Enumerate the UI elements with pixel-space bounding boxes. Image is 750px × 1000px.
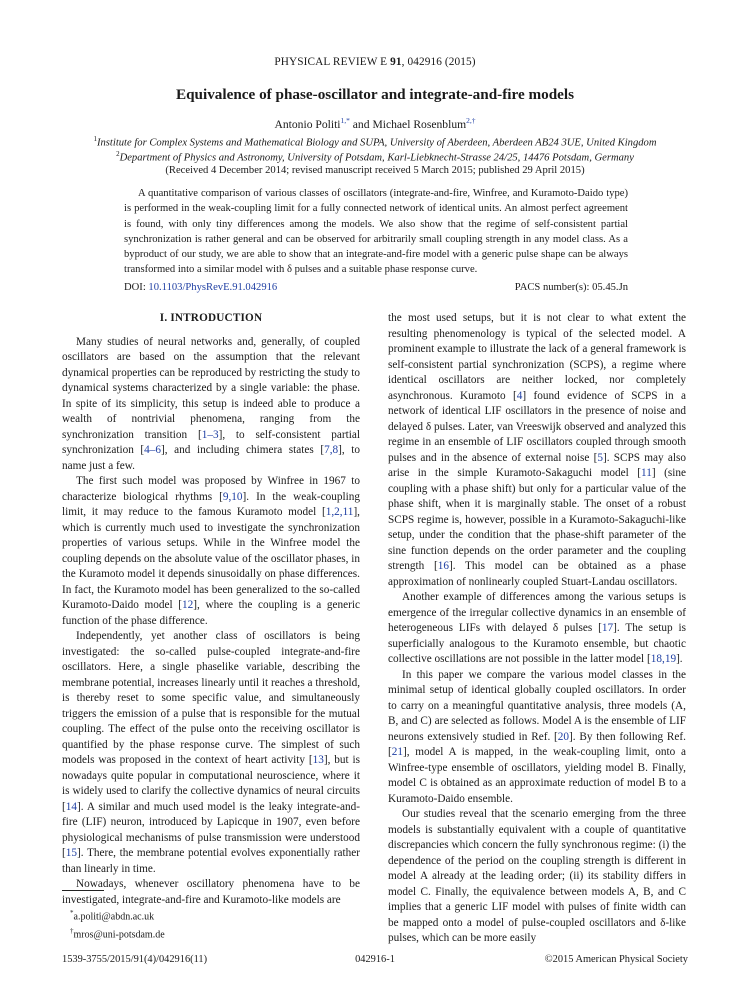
citation-link[interactable]: 18,19 xyxy=(650,653,677,665)
paragraph-text: ]. The setup is superficially analogous to the Kuramoto ensemble, but chaotic collective oscillations are not possible in the latter model [ xyxy=(388,622,686,665)
paragraph xyxy=(388,311,686,590)
paragraph-text: ]. By then following Ref. [ xyxy=(388,730,686,758)
citation-link[interactable]: 1–3 xyxy=(201,428,219,441)
paragraph-text: ]. In the weak-coupling limit, it may reduce to the famous Kuramoto model [ xyxy=(62,490,360,518)
paragraph-text: ], but is nowadays quite popular in computational neuroscience, where it is widely used to clarify the collective dynamics of neural circuits [ xyxy=(62,754,360,813)
paragraph-text: ]. There, the membrane potential evolves exponentially rather than linearly in time. xyxy=(62,847,360,875)
citation-link[interactable]: 21 xyxy=(391,746,403,758)
author-affiliation-mark[interactable]: 1,* xyxy=(340,116,350,125)
citation-link[interactable]: 17 xyxy=(601,622,614,634)
paragraph-text: ]. xyxy=(676,653,683,665)
citation-link[interactable]: 12 xyxy=(182,599,194,611)
citation-link[interactable]: 4 xyxy=(516,389,523,402)
affiliation-number: 2 xyxy=(116,150,120,158)
paragraph-text: In this paper we compare the various model classes in the minimal setup of identical globally coupled oscillators. In order to carry on a meaningful quantitative analysis, three models (A, B, and C) are selected as follows. Model A is the ensemble of LIF neurons extensively studied in Ref. [ xyxy=(388,668,686,743)
citation-link[interactable]: 7,8 xyxy=(324,444,339,456)
page-footer xyxy=(62,954,688,965)
page-number: 042916-1 xyxy=(355,954,395,965)
footer-issn: 1539-3755/2015/91(4)/042916(11) xyxy=(62,954,208,965)
paragraph-text: Another example of differences among the various setups is emergence of the irregular collective dynamics in an ensemble of heterogeneous LIFs with delayed δ pulses [ xyxy=(388,591,686,634)
author-list xyxy=(0,116,750,131)
citation-link[interactable]: 5 xyxy=(597,451,603,464)
paragraph: Our studies reveal that the scenario emerging from the three models is substantially equivalent with a couple of quantitative discrepancies which concern the fully synchronous regime: (i) the dependence of the period on the coupling strength is different in model A already at the leading order; (ii) its stability differs in model C. Finally, the equivalence between models A, B, and C implies that a generic LIF model with pulses of finite width can be mapped onto a model of pulse-coupled oscillators and δ-like pulses, which can be more easily xyxy=(388,808,686,944)
citation-link[interactable]: 1,2,11 xyxy=(325,506,354,518)
footnote-mark: † xyxy=(70,927,74,936)
paragraph-text: ], where the coupling is a generic function of the phase difference. xyxy=(62,599,360,627)
affiliation xyxy=(0,135,750,149)
author-separator: and xyxy=(349,117,373,131)
journal-header xyxy=(0,56,750,68)
paragraph xyxy=(62,335,360,475)
paragraph-text: ] (sine coupling with a phase shift) but only for a particular value of the phase shift, when it is marginally stable. The onset of a robust SCPS regime is, however, possible in a Kuramoto-Sakaguchi-like setup, under the condition that the phase-shift parameter of the sine function depends on the order parameter and the coupling strength [ xyxy=(388,467,686,572)
right-column xyxy=(388,311,686,947)
affiliation-number: 1 xyxy=(93,135,97,143)
paragraph xyxy=(388,590,686,668)
doi-label: DOI: xyxy=(124,282,149,293)
paragraph-text: ]. A similar and much used model is the leaky integrate-and-fire (LIF) neuron, introduced by Lapicque in 1907, even before physiological mechanisms of pulse transmission were understood [ xyxy=(62,800,360,859)
journal-issue: , 042916 (2015) xyxy=(401,56,476,68)
author-name: Antonio Politi xyxy=(274,117,341,131)
citation-link[interactable]: 4–6 xyxy=(144,444,162,456)
section-heading: I. INTRODUCTION xyxy=(159,312,263,324)
citation-link[interactable]: 15 xyxy=(65,847,77,859)
paragraph-text: ], to name just a few. xyxy=(62,444,361,472)
pacs-number: PACS number(s): 05.45.Jn xyxy=(514,282,628,293)
paragraph: Nowadays, whenever oscillatory phenomena have to be investigated, integrate-and-fire and Kuramoto-like models are xyxy=(62,878,360,906)
paragraph-text: ], which is currently much used to investigate the synchronization properties of various setups. While in the Winfree model the coupling depends on the absolute value of the oscillator phases, in the Kuramoto model it depends sinusoidally on phase differences. In fact, the Kuramoto model has been generalized to the so-called Kuramoto-Daido model [ xyxy=(62,506,360,611)
copyright: ©2015 American Physical Society xyxy=(544,954,688,965)
citation-link[interactable]: 9,10 xyxy=(222,490,243,503)
paragraph-text: ], model A is mapped, in the weak-coupling limit, onto a Winfree-type ensemble of oscillators, yielding model B. Finally, model C is obtained as an approximate reduction of model B to a Kuramoto-Daido ensemble. xyxy=(388,746,686,805)
citation-link[interactable]: 16 xyxy=(437,560,449,572)
affiliation-text: Department of Physics and Astronomy, University of Potsdam, Karl-Liebknecht-Strasse 24/25, 14476 Potsdam, Germany xyxy=(119,152,634,164)
citation-link[interactable]: 14 xyxy=(65,800,77,813)
author-name: Michael Rosenblum xyxy=(372,117,467,131)
paragraph-text: The first such model was proposed by Winfree in 1967 to characterize biological rhythms [ xyxy=(62,475,360,503)
paragraph-text: the most used setups, but it is not clear to what extent the resulting phenomenology is typical of the selected model. A prominent example to illustrate the lack of a general framework is self-consistent partial synchronization (SCPS), a regime where identical oscillators are neither locked, nor completely asynchronous. Kuramoto [ xyxy=(388,312,686,402)
footnote-email[interactable]: mros@uni-potsdam.de xyxy=(73,929,165,941)
footnote xyxy=(62,924,360,942)
affiliation-text: Institute for Complex Systems and Mathematical Biology and SUPA, University of Aberdeen, Aberdeen AB24 3UE, United Kingdom xyxy=(96,137,657,149)
doi-line xyxy=(124,282,628,293)
citation-link[interactable]: 13 xyxy=(312,754,324,766)
paragraph xyxy=(388,668,686,808)
journal-volume: 91 xyxy=(390,56,402,68)
paragraph-text: ] found evidence of SCPS in a network of identical LIF oscillators in the presence of noise and delayed δ pulses. Later, van Vreeswijk observed and analyzed this regime in an ensemble of LIF oscillators coupled through smooth pulses and in the absence of external noise [ xyxy=(388,389,686,464)
paragraph xyxy=(62,629,360,877)
left-column xyxy=(62,311,360,908)
paragraph-text: ]. This model can be obtained as a phase approximation of nonlinearly coupled Stuart-Landau oscillators. xyxy=(388,560,686,588)
citation-link[interactable]: 20 xyxy=(557,730,570,743)
paragraph-text: Many studies of neural networks and, generally, of coupled oscillators are based on the assumption that the relevant dynamical properties can be reproduced by restricting the study to dynamical systems characterized by a single variable: the phase. In spite of its simplicity, this setup is indeed able to produce a wealth of nontrivial phenomena, ranging from the synchronization transition [ xyxy=(62,335,360,441)
paragraph-text: ], to self-consistent partial synchronization [ xyxy=(62,428,360,456)
affiliation xyxy=(0,150,750,164)
journal-name: PHYSICAL REVIEW E xyxy=(274,56,391,68)
citation-link[interactable]: 11 xyxy=(641,467,652,479)
footnote-email[interactable]: a.politi@abdn.ac.uk xyxy=(73,911,155,923)
paper-title: Equivalence of phase-oscillator and integrate-and-fire models xyxy=(175,86,575,103)
abstract: A quantitative comparison of various classes of oscillators (integrate-and-fire, Winfree, and Kuramoto-Daido type) is performed in the weak-coupling limit for a fully connected network of identical units. An almost perfect agreement is found, with only tiny differences among the models. We also show that the regime of self-consistent partial synchronization is rather general and can be observed for arbitrarily small coupling strength in any model class. As a byproduct of our study, we are able to show that an integrate-and-fire model with a generic pulse shape can be always transformed into a similar model with δ pulses and a suitable phase response curve. xyxy=(124,188,628,276)
paragraph xyxy=(62,474,360,629)
paragraph-text: Independently, yet another class of oscillators is being investigated: the so-called pulse-coupled integrate-and-fire oscillators. Here, a single phaselike variable, describing the membrane potential, increases linearly until it reaches a threshold, is thereby reset to some specific value, and simultaneously triggers the emission of a pulse that is responsible for the mutual coupling. The effect of the pulse onto the receiving oscillator is quantified by the phase response curve. The simplest of such models was proposed in the context of heart activity [ xyxy=(62,630,361,766)
paragraph-text: ], and including chimera states [ xyxy=(161,444,325,456)
footnote-divider xyxy=(62,890,104,891)
author-affiliation-mark[interactable]: 2,† xyxy=(466,116,476,125)
footnotes xyxy=(62,906,360,943)
received-dates: (Received 4 December 2014; revised manuscript received 5 March 2015; published 29 April 2015) xyxy=(165,165,585,176)
doi-link[interactable]: 10.1103/PhysRevE.91.042916 xyxy=(148,282,278,293)
footnote xyxy=(62,906,360,924)
paragraph-text: ]. SCPS may also arise in the simple Kuramoto-Sakaguchi model [ xyxy=(388,451,687,479)
footnote-mark: * xyxy=(70,909,74,917)
